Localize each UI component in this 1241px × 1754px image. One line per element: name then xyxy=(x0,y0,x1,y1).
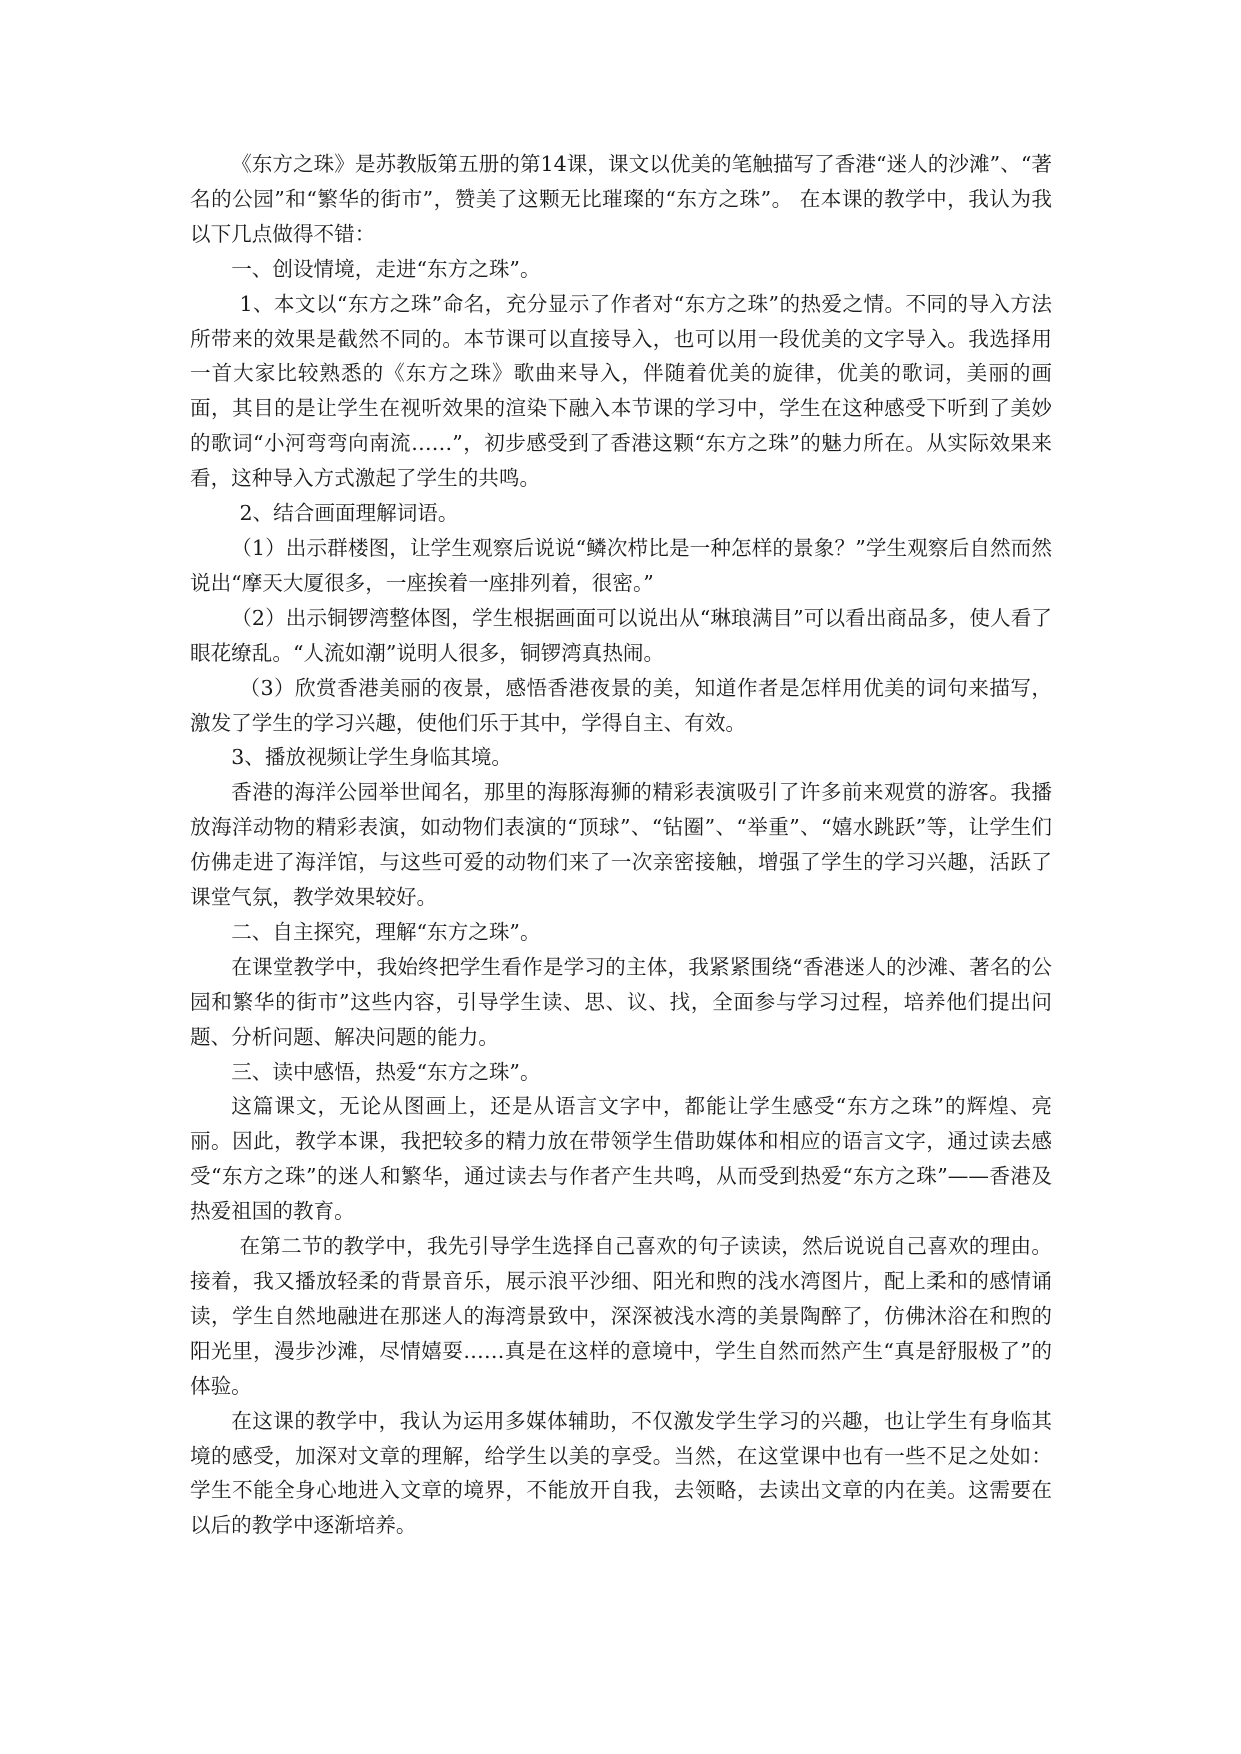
heading-section-3: 三、读中感悟，热爱“东方之珠”。 xyxy=(231,1059,541,1084)
paragraph-conclusion: 在这课的教学中，我认为运用多媒体辅助，不仅激发学生学习的兴趣，也让学生有身临其境的感受，加深对文章的理解，给学生以美的享受。当然，在这堂课中也有一些不足之处如：学生不能全身心地进入文章的境界，不能放开自我，去领略，去读出文章的内在美。这需要在以后的教学中逐渐培养。 xyxy=(190,1408,1052,1538)
paragraph-sub-1: （1）出示群楼图，让学生观察后说说“鳞次栉比是一种怎样的景象？”学生观察后自然而然说出“摩天大厦很多，一座挨着一座排列着，很密。” xyxy=(190,535,1052,595)
paragraph-item-1: 1、本文以“东方之珠”命名，充分显示了作者对“东方之珠”的热爱之情。不同的导入方法所带来的效果是截然不同的。本节课可以直接导入，也可以用一段优美的文字导入。我选择用一首大家比较熟悉的《东方之珠》歌曲来导入，伴随着优美的旋律，优美的歌词，美丽的画面，其目的是让学生在视听效果的渲染下融入本节课的学习中，学生在这种感受下听到了美妙的歌词“小河弯弯向南流……”，初步感受到了香港这颗“东方之珠”的魅力所在。从实际效果来看，这种导入方式激起了学生的共鸣。 xyxy=(190,291,1052,491)
document-body xyxy=(190,147,1052,1543)
paragraph-ocean-park: 香港的海洋公园举世闻名，那里的海豚海狮的精彩表演吸引了许多前来观赏的游客。我播放海洋动物的精彩表演，如动物们表演的“顶球”、“钻圈”、“举重”、“嬉水跳跃”等，让学生们仿佛走进了海洋馆，与这些可爱的动物们来了一次亲密接触，增强了学生的学习兴趣，活跃了课堂气氛，教学效果较好。 xyxy=(190,780,1052,910)
heading-item-3: 3、播放视频让学生身临其境。 xyxy=(231,745,513,770)
paragraph-sub-2: （2）出示铜锣湾整体图，学生根据画面可以说出从“琳琅满目”可以看出商品多，使人看了眼花缭乱。“人流如潮”说明人很多，铜锣湾真热闹。 xyxy=(190,605,1052,665)
paragraph-intro: 《东方之珠》是苏教版第五册的第14课，课文以优美的笔触描写了香港“迷人的沙滩”、“著名的公园”和“繁华的街市”，赞美了这颗无比璀璨的“东方之珠”。 在本课的教学中，我认为我以下几点做得不错： xyxy=(190,152,1052,246)
heading-section-1: 一、创设情境，走进“东方之珠”。 xyxy=(231,256,541,281)
paragraph-self-study: 在课堂教学中，我始终把学生看作是学习的主体，我紧紧围绕“香港迷人的沙滩、著名的公园和繁华的街市”这些内容，引导学生读、思、议、找，全面参与学习过程，培养他们提出问题、分析问题、解决问题的能力。 xyxy=(190,954,1052,1049)
heading-item-2: 2、结合画面理解词语。 xyxy=(239,501,459,526)
heading-section-2: 二、自主探究，理解“东方之珠”。 xyxy=(231,919,541,944)
paragraph-second-section: 在第二节的教学中，我先引导学生选择自己喜欢的句子读读，然后说说自己喜欢的理由。接着，我又播放轻柔的背景音乐，展示浪平沙细、阳光和煦的浅水湾图片，配上柔和的感情诵读，学生自然地融进在那迷人的海湾景致中，深深被浅水湾的美景陶醉了，仿佛沐浴在和煦的阳光里，漫步沙滩，尽情嬉耍……真是在这样的意境中，学生自然而然产生“真是舒服极了”的体验。 xyxy=(190,1234,1052,1398)
paragraph-reading: 这篇课文，无论从图画上，还是从语言文字中，都能让学生感受“东方之珠”的辉煌、亮丽。因此，教学本课，我把较多的精力放在带领学生借助媒体和相应的语言文字，通过读去感受“东方之珠”的迷人和繁华，通过读去与作者产生共鸣，从而受到热爱“东方之珠”——香港及热爱祖国的教育。 xyxy=(190,1094,1052,1224)
paragraph-sub-3: （3）欣赏香港美丽的夜景，感悟香港夜景的美，知道作者是怎样用优美的词句来描写，激发了学生的学习兴趣，使他们乐于其中，学得自主、有效。 xyxy=(190,675,1052,735)
